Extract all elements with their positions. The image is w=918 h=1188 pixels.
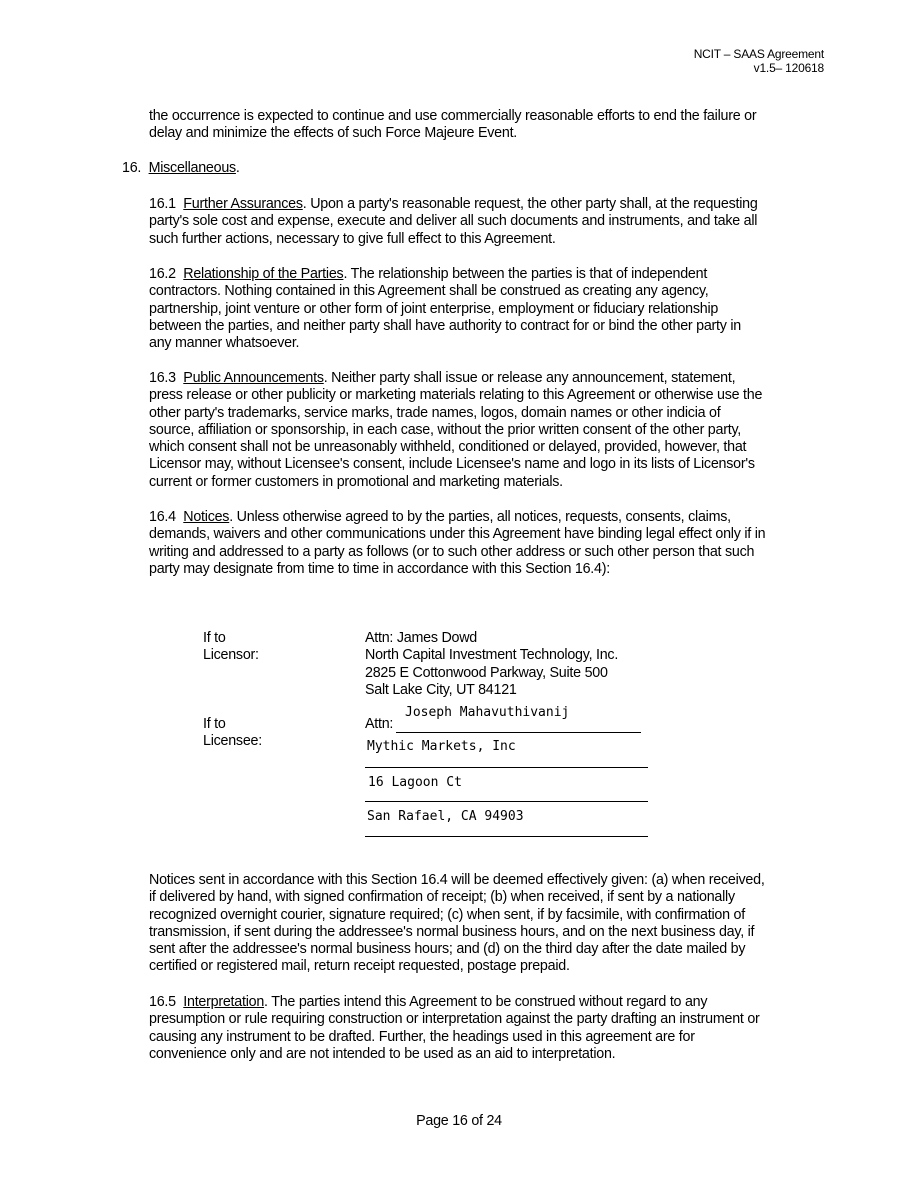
text-line: presumption or rule requiring construction or interpretation against the party drafting an instrument or (149, 1011, 760, 1028)
text-line (149, 370, 839, 387)
text-line: source, affiliation or sponsorship, in each case, without the prior written consent of the other party, (149, 421, 741, 438)
clause-16-3 (149, 370, 839, 491)
clause-16-5 (149, 994, 839, 1063)
licensor-label: If to (203, 630, 226, 646)
text-line: press release or other publicity or marketing materials relating to this Agreement or otherwise use the (149, 387, 763, 404)
text-line: between the parties, and neither party shall have authority to contract for or bind the other party in (149, 317, 742, 334)
section-number: 16. (122, 160, 142, 176)
licensee-label: Licensee: (203, 733, 262, 750)
licensee-street-field[interactable]: 16 Lagoon Ct (368, 775, 462, 790)
clause-title: Interpretation (183, 994, 265, 1010)
section-title-period: . (235, 160, 240, 176)
clause-16-1 (149, 196, 839, 248)
text-line: . Neither party shall issue or release any announcement, statement, (323, 370, 736, 386)
section-heading (122, 160, 240, 177)
clause-title: Relationship of the Parties (183, 266, 344, 282)
header-version: v1.5– 120618 (753, 61, 824, 75)
text-line: causing any instrument to be drafted. Further, the headings used in this agreement are for (149, 1028, 695, 1045)
licensee-company-field[interactable]: Mythic Markets, Inc (367, 739, 516, 754)
text-line (149, 994, 839, 1011)
text-line: . The parties intend this Agreement to be construed without regard to any (264, 994, 708, 1010)
licensor-label: Licensor: (203, 647, 259, 664)
text-line: party may designate from time to time in accordance with this Section 16.4): (149, 560, 610, 577)
text-line: the occurrence is expected to continue and use commercially reasonable efforts to end the failure or (149, 108, 757, 124)
text-line: convenience only and are not intended to be used as an aid to interpretation. (149, 1045, 616, 1062)
clause-number: 16.5 (149, 994, 176, 1010)
clause-number: 16.1 (149, 196, 176, 212)
clause-title: Further Assurances (183, 196, 303, 212)
attn-label: Attn: (365, 716, 394, 732)
notices-effect-paragraph (149, 872, 839, 976)
header-title: NCIT – SAAS Agreement (693, 47, 824, 61)
text-line: delay and minimize the effects of such Force Majeure Event. (149, 125, 518, 142)
text-line: Licensor may, without Licensee's consent, include Licensee's name and logo in its lists of Licensor's (149, 456, 755, 473)
text-line: . Upon a party's reasonable request, the other party shall, at the requesting (302, 196, 758, 212)
text-line: party's sole cost and expense, execute and deliver all such documents and instruments, and take all (149, 213, 758, 230)
document-header (694, 47, 824, 75)
intro-paragraph (149, 108, 839, 143)
licensor-address-line: 2825 E Cottonwood Parkway, Suite 500 (365, 664, 608, 681)
clause-title: Public Announcements (183, 370, 324, 386)
clause-16-4 (149, 509, 839, 578)
text-line: Notices sent in accordance with this Section 16.4 will be deemed effectively given: (a) when received, (149, 872, 765, 888)
section-title: Miscellaneous (148, 160, 236, 176)
clause-16-2 (149, 266, 839, 352)
text-line: writing and addressed to a party as follows (or to such other address or such other person that such (149, 543, 755, 560)
text-line (149, 266, 839, 283)
text-line: certified or registered mail, return receipt requested, postage prepaid. (149, 958, 570, 975)
licensee-city-field[interactable]: San Rafael, CA 94903 (367, 809, 524, 824)
licensor-address-line: North Capital Investment Technology, Inc. (365, 647, 619, 664)
text-line: current or former customers in promotional and marketing materials. (149, 473, 563, 490)
clause-number: 16.2 (149, 266, 176, 282)
licensee-label: If to (203, 716, 226, 732)
page-number: Page 16 of 24 (416, 1113, 502, 1129)
text-line: contractors. Nothing contained in this Agreement shall be construed as creating any agency, (149, 283, 709, 300)
text-line: other party's trademarks, service marks, trade names, logos, domain names or other indicia of (149, 404, 721, 421)
text-line: . The relationship between the parties is that of independent (343, 266, 708, 282)
text-line: sent after the addressee's normal business hours; and (d) on the third day after the date mailed by (149, 941, 746, 958)
licensee-attn-field[interactable]: Joseph Mahavuthivanij (405, 705, 570, 720)
text-line: recognized overnight courier, signature required; (c) when sent, if by facsimile, with confirmation of (149, 906, 745, 923)
text-line (149, 509, 839, 526)
text-line: which consent shall not be unreasonably withheld, conditioned or delayed, provided, however, that (149, 439, 747, 456)
licensor-address-line: Salt Lake City, UT 84121 (365, 681, 517, 698)
clause-number: 16.4 (149, 509, 176, 525)
licensor-address-line: Attn: James Dowd (365, 630, 478, 646)
text-line (149, 196, 839, 213)
clause-number: 16.3 (149, 370, 176, 386)
text-line: any manner whatsoever. (149, 335, 300, 352)
text-line: partnership, joint venture or other form of joint enterprise, employment or fiduciary relationship (149, 300, 719, 317)
clause-title: Notices (183, 509, 230, 525)
text-line: if delivered by hand, with signed confirmation of receipt; (b) when received, if sent by a nationally (149, 889, 735, 906)
text-line: demands, waivers and other communications under this Agreement have binding legal effect only if in (149, 526, 766, 543)
text-line: . Unless otherwise agreed to by the parties, all notices, requests, consents, claims, (229, 509, 731, 525)
text-line: transmission, if sent during the addressee's normal business hours, and on the next business day, if (149, 923, 755, 940)
text-line: such further actions, necessary to give full effect to this Agreement. (149, 230, 556, 247)
